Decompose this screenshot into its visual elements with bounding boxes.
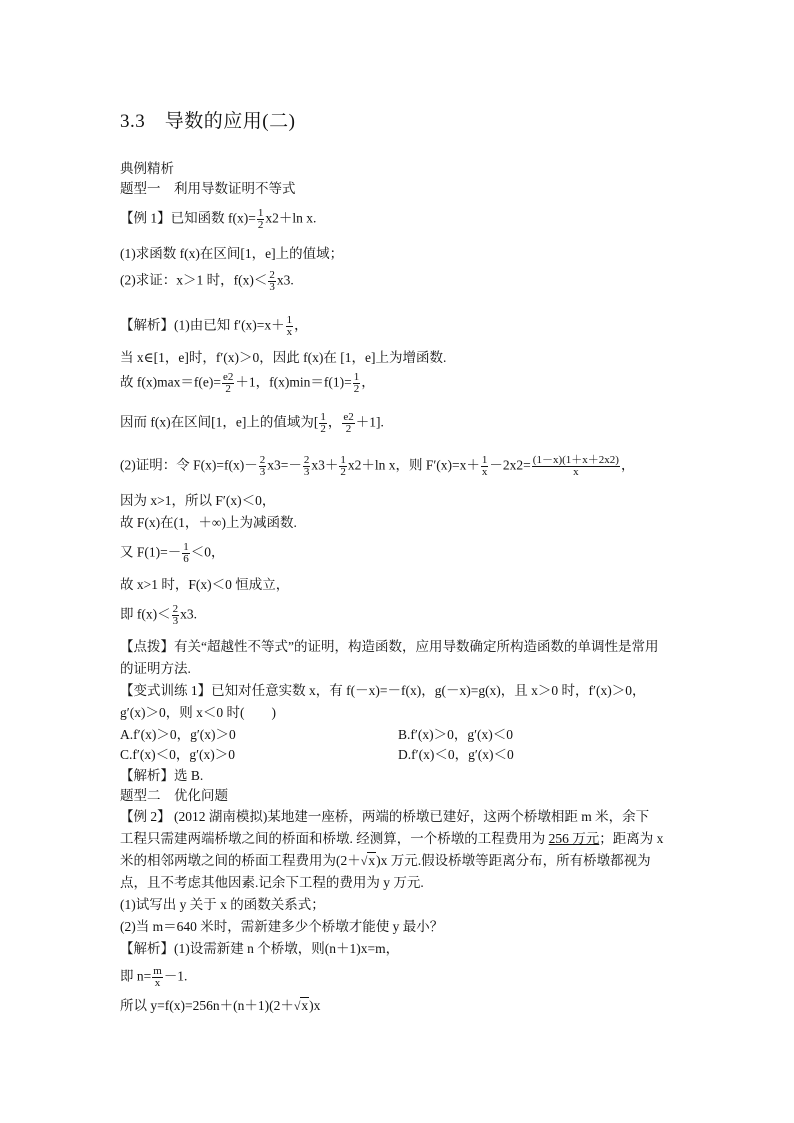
example-2-line-4: 点，且不考虑其他因素.记余下工程的费用为 y 万元. <box>120 875 424 890</box>
fraction: $\frac{2}{3}$ <box>303 454 310 478</box>
solution-line-1: 【解析】(1)由已知 f′(x)=x＋ $\frac{1}{x}$ ， <box>120 314 308 338</box>
fraction: $\frac{e2}{2}$ <box>222 371 234 395</box>
example-2-solution-1: 【解析】(1)设需新建 n 个桥墩，则(n＋1)x=m， <box>120 941 400 956</box>
sqrt: √x <box>360 853 376 868</box>
option-c: C.f′(x)＜0，g′(x)＞0 <box>120 747 236 762</box>
fraction: $\frac{(1-x)(1+x+2x2)}{x}$ <box>532 454 619 478</box>
fraction: $\frac{1}{x}$ <box>481 454 488 478</box>
fraction: $\frac{2}{3}$ <box>172 603 179 627</box>
proof-line-1: (2)证明：令 F(x)=f(x)－ $\frac{2}{3}$ x3=－ $\frac{2}{3}$ x3＋ $\frac{1}{2}$ x2＋ln x，则 F′(x)=x＋ $\frac{1}{x}$ －2x2= $\frac{(1-x)(1+x+2x2)}{x}$ ， <box>120 454 635 478</box>
example-1-part-2: (2)求证：x＞1 时，f(x)＜ $\frac{2}{3}$ x3. <box>120 269 294 293</box>
proof-line-4: 又 F(1)=－ $\frac{1}{6}$ ＜0， <box>120 541 225 565</box>
example-2-line-2: 工程只需建两端桥墩之间的桥面和桥墩. 经测算，一个桥墩的工程费用为 256 万元；距离为 x <box>120 831 664 846</box>
solution-line-4: 因而 f(x)在区间[1，e]上的值域为[ $\frac{1}{2}$ ， $\frac{e2}{2}$ ＋1]. <box>120 411 384 435</box>
heading-type-two: 题型二 优化问题 <box>120 788 228 803</box>
option-b: B.f′(x)＞0，g′(x)＜0 <box>398 727 514 742</box>
fraction: $\frac{1}{x}$ <box>286 314 293 338</box>
option-d: D.f′(x)＜0，g′(x)＜0 <box>398 747 514 762</box>
sqrt: √x <box>293 998 309 1013</box>
fraction: $\frac{1}{6}$ <box>183 541 189 565</box>
fraction: $\frac{1}{2}$ <box>340 454 346 478</box>
fraction: $\frac{m}{x}$ <box>153 965 162 989</box>
fraction: $\frac{1}{2}$ <box>353 371 360 395</box>
example-2-solution-2: 即 n= $\frac{m}{x}$ －1. <box>120 965 188 989</box>
section-title: 3.3 导数的应用(二) <box>120 111 296 132</box>
example-2-part-1: (1)试写出 y 关于 x 的函数关系式； <box>120 897 325 912</box>
example-2-solution-3: 所以 y=f(x)=256n＋(n＋1)(2＋√x)x <box>120 998 321 1013</box>
proof-line-5: 故 x>1 时，F(x)＜0 恒成立， <box>120 577 290 592</box>
fraction: $\frac{2}{3}$ <box>259 454 266 478</box>
exercise-1-line-1: 【变式训练 1】已知对任意实数 x，有 f(－x)=－f(x)，g(－x)=g(x)，且 x＞0 时，f′(x)＞0， <box>120 683 646 698</box>
example-1-statement: 【例 1】已知函数 f(x)= $\frac{1}{2}$ x2＋ln x. <box>120 207 317 231</box>
tip-line-1: 【点拨】有关“超越性不等式”的证明，构造函数，应用导数确定所构造函数的单调性是常用 <box>120 639 659 654</box>
proof-line-6: 即 f(x)＜ $\frac{2}{3}$ x3. <box>120 603 197 627</box>
heading-type-one: 题型一 利用导数证明不等式 <box>120 181 296 196</box>
example-2-line-3: 米的相邻两墩之间的桥面工程费用为(2＋√x)x 万元.假设桥墩等距离分布，所有桥墩都视为 <box>120 853 651 868</box>
option-a: A.f′(x)＞0，g′(x)＞0 <box>120 727 236 742</box>
proof-line-3: 故 F(x)在(1，＋∞)上为减函数. <box>120 515 297 530</box>
fraction: $\frac{e2}{2}$ <box>343 411 354 435</box>
fraction: $\frac{1}{2}$ <box>257 207 264 231</box>
solution-line-3: 故 f(x)max＝f(e)= $\frac{e2}{2}$ ＋1，f(x)min＝f(1)= $\frac{1}{2}$ ， <box>120 371 375 395</box>
exercise-1-answer: 【解析】选 B. <box>120 768 204 783</box>
fraction: $\frac{1}{2}$ <box>320 411 326 435</box>
exercise-1-line-2: g′(x)＞0，则 x＜0 时( ) <box>120 705 276 720</box>
tip-line-2: 的证明方法. <box>120 661 191 676</box>
example-2-part-2: (2)当 m＝640 米时，需新建多少个桥墩才能使 y 最小？ <box>120 919 444 934</box>
example-1-part-1: (1)求函数 f(x)在区间[1，e]上的值域； <box>120 246 344 261</box>
fraction: $\frac{2}{3}$ <box>269 269 275 293</box>
proof-line-2: 因为 x>1，所以 F′(x)＜0， <box>120 493 276 508</box>
example-2-line-1: 【例 2】 (2012 湖南模拟)某地建一座桥，两端的桥墩已建好，这两个桥墩相距 m 米，余下 <box>120 809 650 824</box>
heading-examples: 典例精析 <box>120 161 174 176</box>
solution-line-2: 当 x∈[1，e]时，f′(x)＞0，因此 f(x)在 [1，e]上为增函数. <box>120 350 447 365</box>
